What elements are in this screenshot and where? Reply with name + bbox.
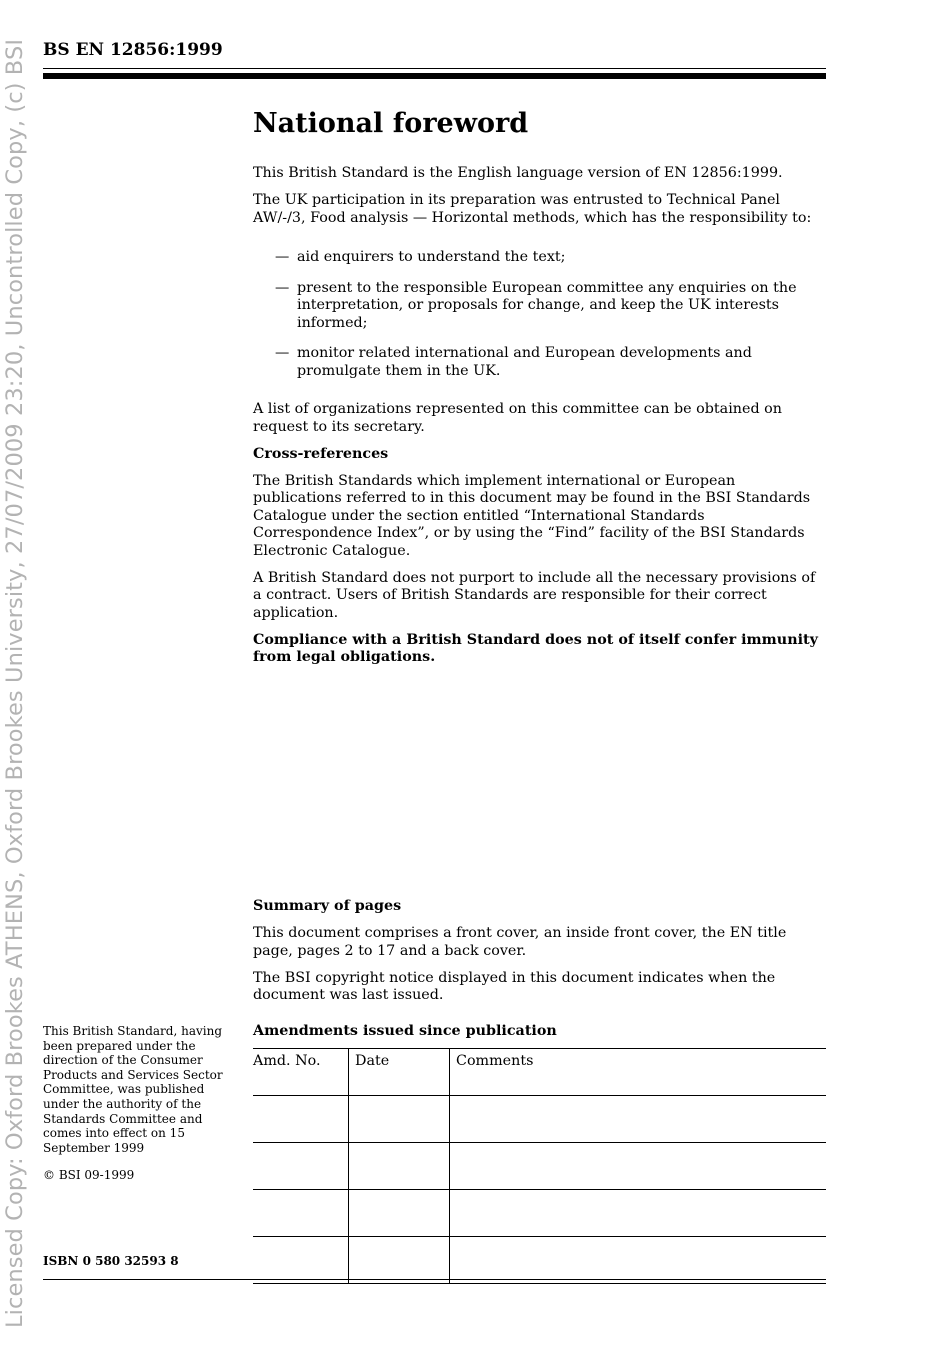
table-cell <box>450 1143 827 1190</box>
cross-references-paragraph: A British Standard does not purport to include all the necessary provisions of a contract. Users of British Standards are responsible for their correct application. <box>253 569 816 621</box>
summary-paragraph: This document comprises a front cover, an inside front cover, the EN title page, pages 2 to 17 and a back cover. <box>253 925 787 959</box>
summary-section <box>253 898 828 1040</box>
column-header-date: Date <box>349 1049 450 1096</box>
header-rule-thin <box>43 68 826 69</box>
isbn: ISBN 0 580 32593 8 <box>43 1254 179 1268</box>
list-item <box>253 345 828 380</box>
table-cell <box>253 1190 349 1237</box>
table-cell <box>349 1096 450 1143</box>
list-item-text: present to the responsible European committee any enquiries on the interpretation, or proposals for change, and keep the UK interests informed; <box>297 279 797 331</box>
standard-code: BS EN 12856:1999 <box>43 40 223 60</box>
table-cell <box>349 1190 450 1237</box>
list-dash: — <box>275 279 290 296</box>
watermark-text: Licensed Copy: Oxford Brookes ATHENS, Oxford Brookes University, 27/07/2009 23:20, Uncontrolled Copy, (c) BSI <box>2 38 28 1328</box>
cross-references-paragraph: The British Standards which implement international or European publications referred to in this document may be found in the BSI Standards Catalogue under the section entitled “International Standards Correspondence Index”, or by using the “Find” facility of the BSI Standards Electronic Catalogue. <box>253 472 811 559</box>
table-cell <box>253 1096 349 1143</box>
committee-note: A list of organizations represented on this committee can be obtained on request to its secretary. <box>253 401 782 435</box>
table-row <box>253 1237 826 1284</box>
summary-heading: Summary of pages <box>253 898 402 914</box>
intro-paragraph: This British Standard is the English language version of EN 12856:1999. <box>253 165 783 181</box>
foreword-body <box>253 165 828 667</box>
page-title: National foreword <box>253 108 529 139</box>
table-cell <box>450 1237 827 1284</box>
table-cell <box>253 1143 349 1190</box>
publication-note: This British Standard, having been prepared under the direction of the Consumer Products and Services Sector Committee, was published under the authority of the Standards Committee and comes into effect on 15 September 1999 <box>43 1024 223 1155</box>
summary-paragraph: The BSI copyright notice displayed in this document indicates when the document was last issued. <box>253 969 776 1003</box>
table-cell <box>349 1237 450 1284</box>
intro-paragraph: The UK participation in its preparation was entrusted to Technical Panel AW/-/3, Food analysis — Horizontal methods, which has the responsibility to: <box>253 192 812 226</box>
footer-rule <box>43 1279 826 1280</box>
table-row <box>253 1190 826 1237</box>
responsibility-list <box>253 249 828 380</box>
amendments-table <box>253 1048 826 1284</box>
table-row <box>253 1096 826 1143</box>
header-rule-thick <box>43 73 826 79</box>
list-dash: — <box>275 345 290 361</box>
column-header-comments: Comments <box>450 1049 827 1096</box>
column-header-amd-no: Amd. No. <box>253 1049 349 1096</box>
table-cell <box>349 1143 450 1190</box>
table-header-row <box>253 1049 826 1096</box>
list-dash: — <box>275 249 290 265</box>
table-cell <box>450 1096 827 1143</box>
compliance-statement: Compliance with a British Standard does not of itself confer immunity from legal obligations. <box>253 631 818 665</box>
table-row <box>253 1143 826 1190</box>
list-item <box>253 249 828 267</box>
list-item-text: monitor related international and European developments and promulgate them in the UK. <box>297 345 752 379</box>
list-item-text: aid enquirers to understand the text; <box>297 249 566 265</box>
table-cell <box>253 1237 349 1284</box>
table-cell <box>450 1190 827 1237</box>
cross-references-heading: Cross-references <box>253 445 389 462</box>
amendments-heading: Amendments issued since publication <box>253 1022 557 1039</box>
list-item <box>253 280 828 333</box>
copyright-notice: © BSI 09-1999 <box>43 1168 135 1182</box>
